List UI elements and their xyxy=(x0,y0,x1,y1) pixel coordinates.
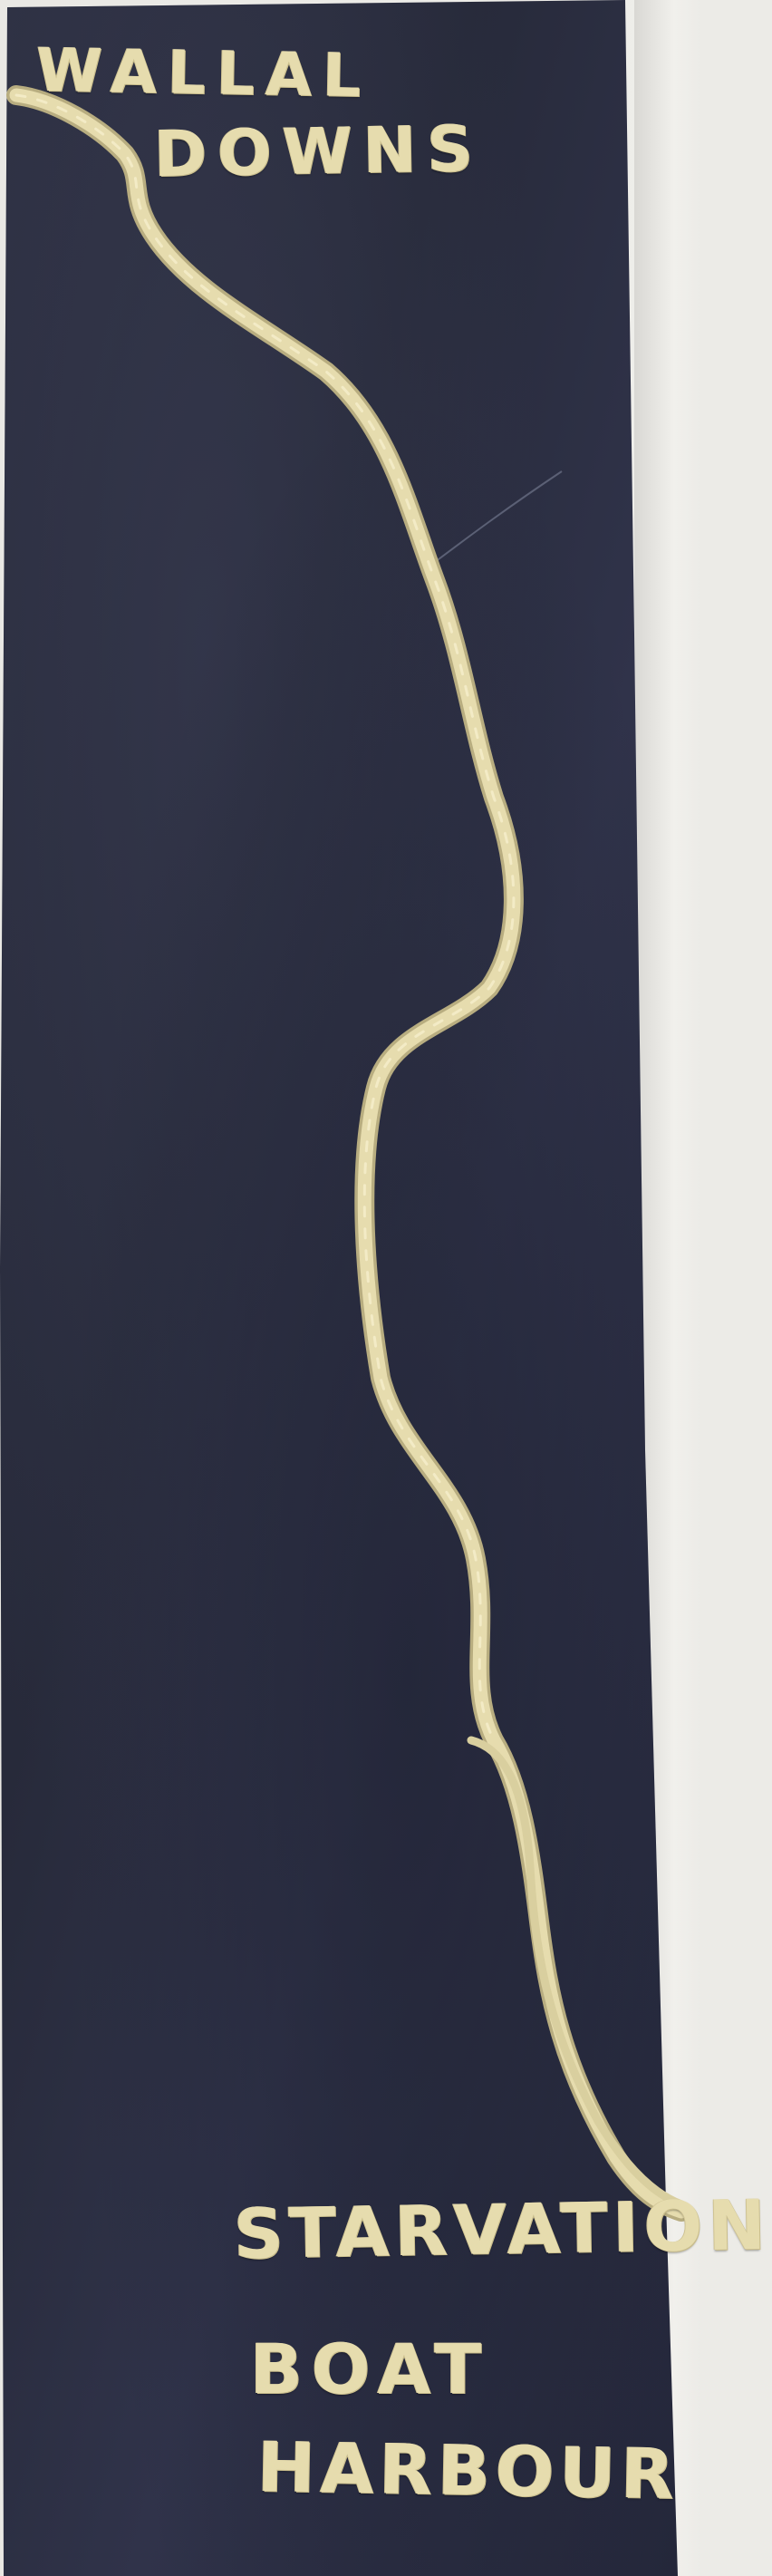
bottom-label-line3: HARBOUR xyxy=(256,2426,680,2515)
bottom-label-line2: BOAT xyxy=(250,2329,491,2409)
top-label-line2: DOWNS xyxy=(153,111,485,192)
top-label-line1: WALLAL xyxy=(35,34,372,111)
bottom-label-line1: STARVATION xyxy=(233,2184,772,2275)
